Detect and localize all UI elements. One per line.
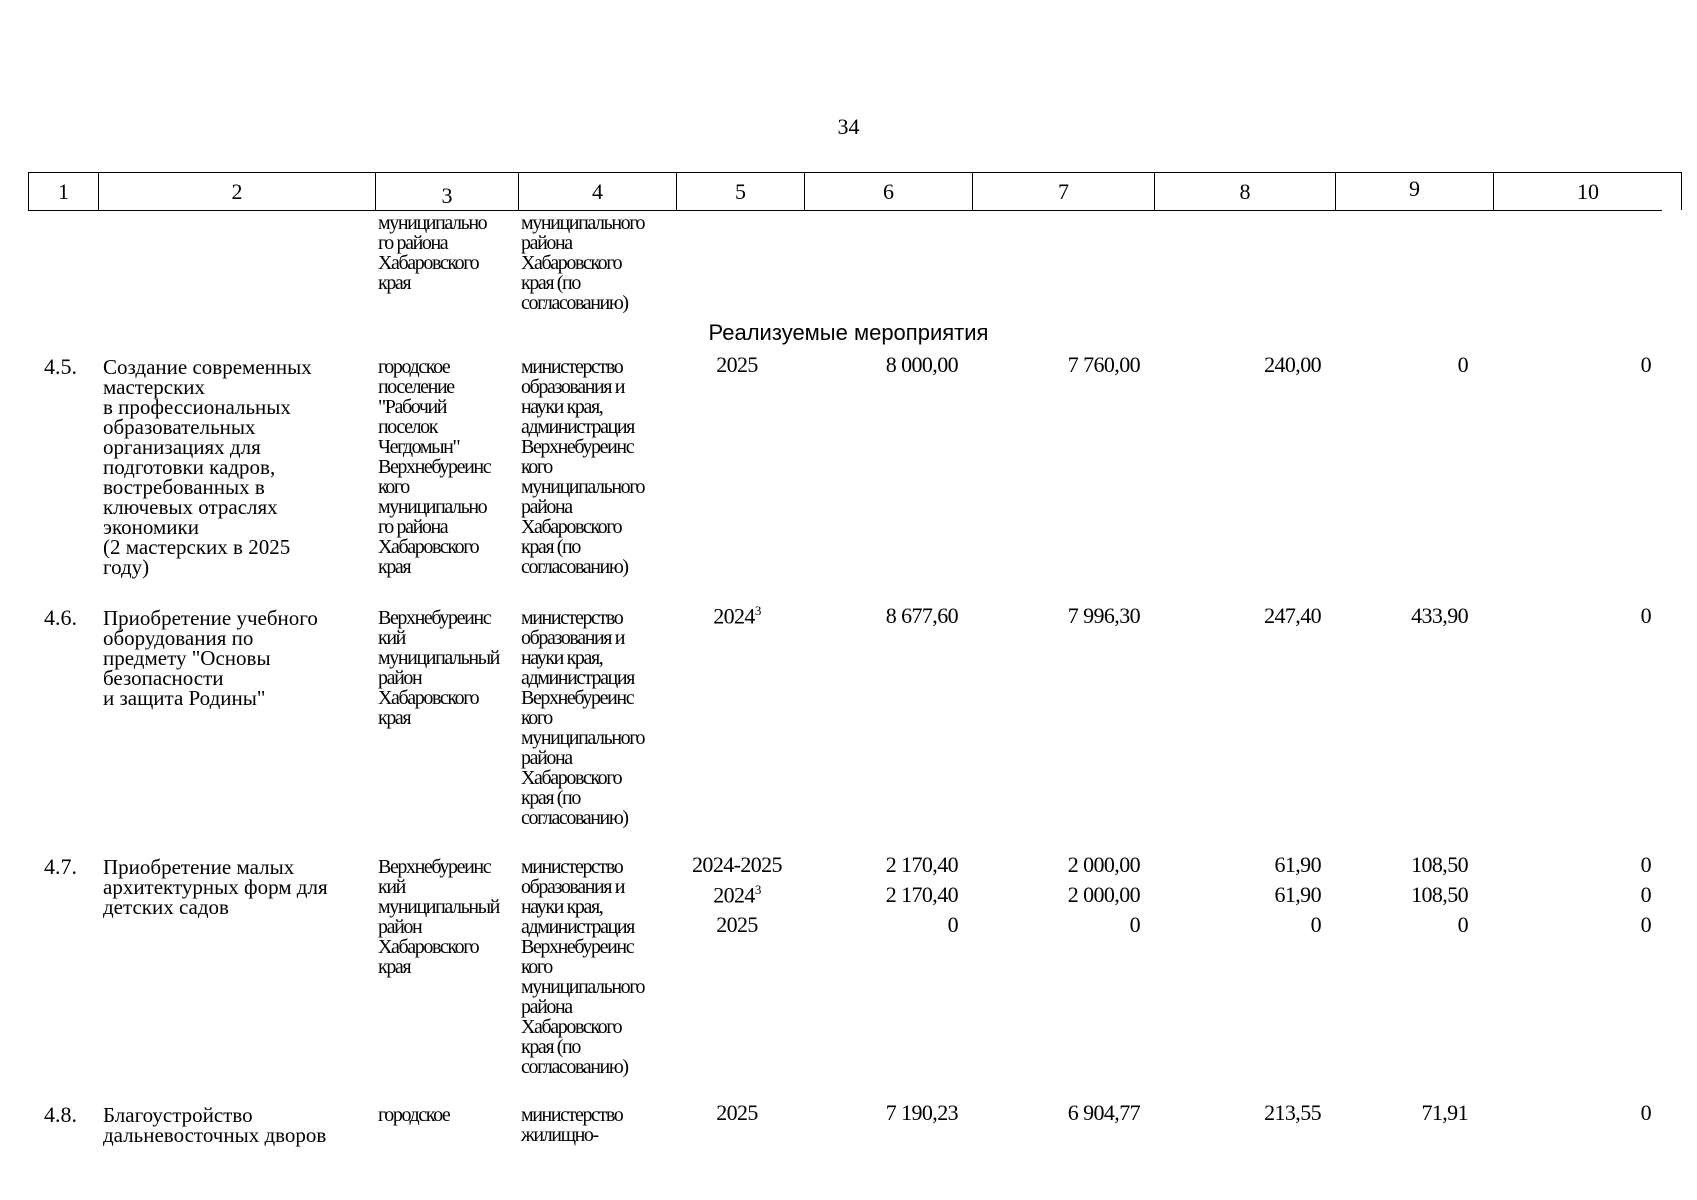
row-year: 2025 — [716, 1100, 758, 1125]
row-year: 2024-2025 — [692, 852, 782, 877]
row-col10: 0 — [1640, 603, 1651, 628]
row-col4: министерство жилищно- — [521, 1104, 623, 1146]
row-col8: 247,40 — [1264, 603, 1321, 628]
row-name: Благоустройство дальневосточных дворов — [103, 1103, 327, 1147]
row-col8: 61,90 — [1274, 852, 1321, 877]
row-col7: 7 760,00 — [1067, 352, 1140, 377]
header-col-2: 2 — [98, 172, 375, 210]
row-number: 4.7. — [44, 854, 77, 879]
row-year: 2025 — [716, 912, 758, 937]
header-col-3: 3 — [375, 172, 518, 210]
row-col10: 0 — [1640, 352, 1651, 377]
row-col9: 0 — [1457, 352, 1468, 377]
row-col10: 0 — [1640, 1100, 1651, 1125]
table-header — [28, 172, 1682, 210]
row-col3: городское — [378, 1104, 450, 1126]
row-year: 2025 — [716, 352, 758, 377]
row-col6: 2 170,40 — [885, 882, 958, 907]
row-col3: Верхнебуреинс кий муниципальный район Хабаровского края — [378, 856, 499, 978]
row-col8: 240,00 — [1264, 352, 1321, 377]
row-name: Создание современных мастерских в профессиональных образовательных организациях для подготовки кадров, востребованных в ключевых отраслях экономики (2 мастерских в 2025 году) — [103, 355, 312, 579]
header-col-5: 5 — [676, 172, 804, 210]
section-title: Реализуемые мероприятия — [708, 320, 989, 345]
header-col-7: 7 — [972, 172, 1154, 210]
header-right-rule — [1681, 172, 1682, 210]
row-col7: 7 996,30 — [1067, 603, 1140, 628]
row-col8: 61,90 — [1274, 882, 1321, 907]
page-number: 34 — [837, 114, 860, 139]
row-col7: 6 904,77 — [1067, 1100, 1140, 1125]
row-col6: 0 — [947, 912, 958, 937]
row-col9: 433,90 — [1411, 603, 1468, 628]
header-bottom-rule — [28, 210, 1662, 211]
row-number: 4.8. — [44, 1102, 77, 1127]
row-col6: 8 677,60 — [885, 603, 958, 628]
row-col6: 8 000,00 — [885, 352, 958, 377]
row-number: 4.5. — [44, 354, 77, 379]
row-number: 4.6. — [44, 605, 77, 630]
header-col-10: 10 — [1493, 172, 1682, 210]
row-col10: 0 — [1640, 852, 1651, 877]
row-col9: 71,91 — [1421, 1100, 1468, 1125]
row-col6: 2 170,40 — [885, 852, 958, 877]
row-col7: 0 — [1129, 912, 1140, 937]
row-col4: министерство образования и науки края, администрация Верхнебуреинс кого муниципального района Хабаровского края (по согласованию) — [521, 856, 645, 1078]
row-year: 2024$^3$ — [713, 882, 761, 908]
header-col-8: 8 — [1154, 172, 1335, 210]
row-col9: 108,50 — [1411, 852, 1468, 877]
header-col-9: 9 — [1335, 172, 1493, 210]
row-col8: 213,55 — [1264, 1100, 1321, 1125]
row-col7: 2 000,00 — [1067, 852, 1140, 877]
row-col6: 7 190,23 — [885, 1100, 958, 1125]
row-col4: министерство образования и науки края, администрация Верхнебуреинс кого муниципального района Хабаровского края (по согласованию) — [521, 607, 645, 829]
header-col-6: 6 — [804, 172, 972, 210]
row-col9: 108,50 — [1411, 882, 1468, 907]
continuation-col3: муниципально го района Хабаровского края — [378, 212, 487, 294]
row-col3: городское поселение "Рабочий поселок Чегдомын" Верхнебуреинс кого муниципально го района Хабаровского края — [378, 356, 491, 578]
header-col-4: 4 — [518, 172, 676, 210]
row-col9: 0 — [1457, 912, 1468, 937]
header-col-1: 1 — [28, 172, 98, 210]
row-col8: 0 — [1310, 912, 1321, 937]
row-name: Приобретение учебного оборудования по предмету "Основы безопасности и защита Родины" — [103, 606, 318, 710]
continuation-col4: муниципального района Хабаровского края (по согласованию) — [521, 212, 645, 314]
row-col3: Верхнебуреинс кий муниципальный район Хабаровского края — [378, 607, 499, 729]
row-name: Приобретение малых архитектурных форм для детских садов — [103, 855, 328, 919]
row-col7: 2 000,00 — [1067, 882, 1140, 907]
row-col10: 0 — [1640, 912, 1651, 937]
row-col10: 0 — [1640, 882, 1651, 907]
row-col4: министерство образования и науки края, администрация Верхнебуреинс кого муниципального района Хабаровского края (по согласованию) — [521, 356, 645, 578]
row-year: 2024$^3$ — [713, 603, 761, 629]
